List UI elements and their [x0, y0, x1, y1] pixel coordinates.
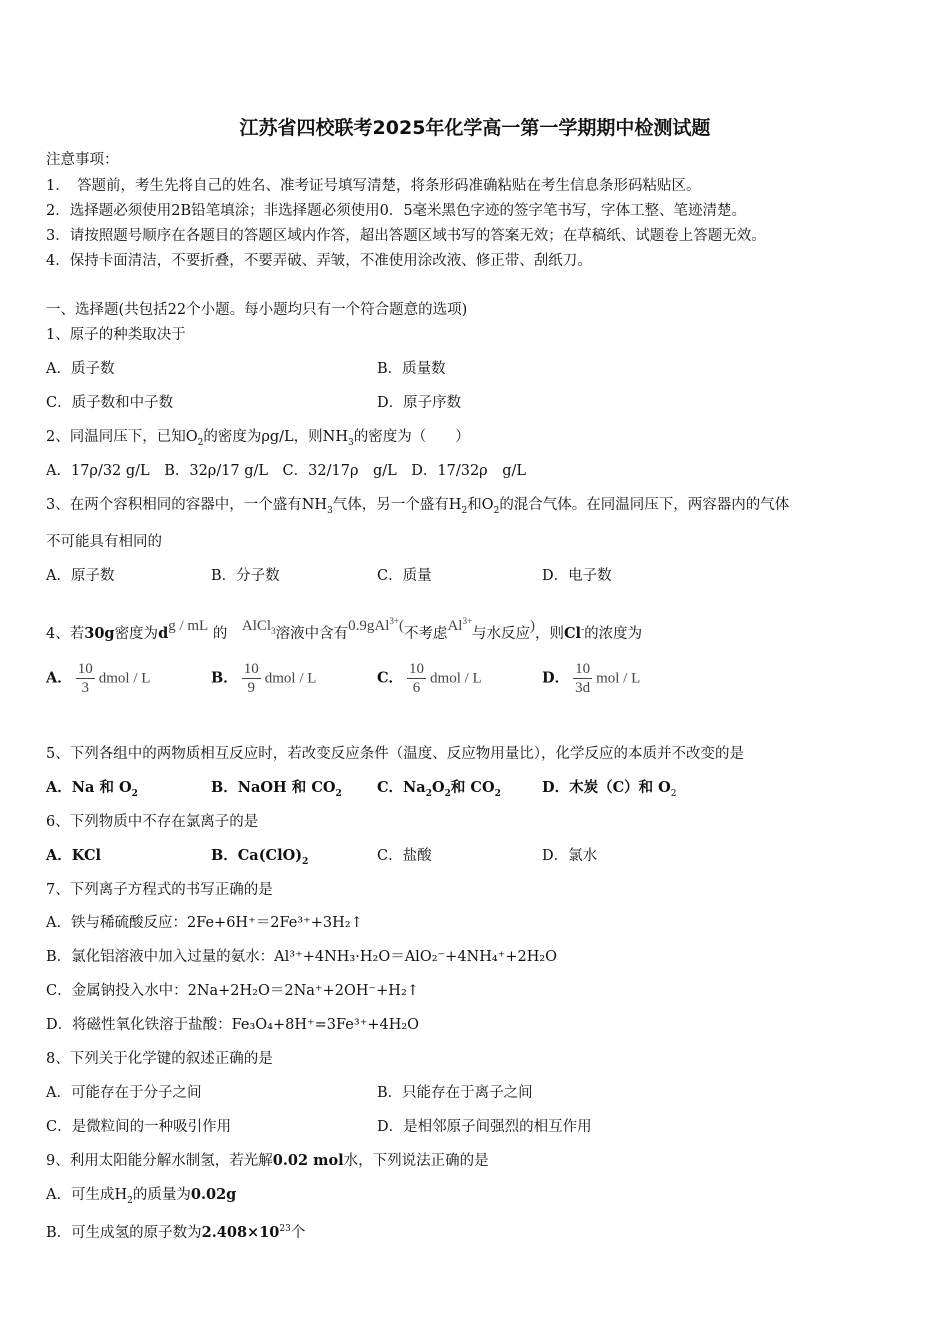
q7-option-b: B．氯化铝溶液中加入过量的氨水：Al³⁺+4NH₃·H₂O＝AlO₂⁻+4NH₄⁺+2H₂O: [46, 949, 558, 965]
q5-option-d: D．木炭（C）和 $O_2$: [542, 779, 677, 799]
q1-option-d: D．原子序数: [377, 395, 462, 411]
q4-option-d: D． $\frac{10}{3d}$ mol / L: [542, 661, 641, 696]
q1-option-a: A．质子数: [46, 361, 115, 377]
q5-option-a: A．Na 和 $O_2$: [46, 779, 138, 799]
q4-option-b: B． $\frac{10}{9}$ dmol / L: [211, 661, 317, 696]
question-4-stem: 4、若30g密度为dg / mL 的 AlCl$_3$溶液中含有0.9gAl$^{3+}$(不考虑$Al^{3+}$与水反应)，则Cl-的浓度为: [46, 616, 643, 642]
question-7-stem: 7、下列离子方程式的书写正确的是: [46, 882, 273, 898]
q9-option-a: A．可生成$H_2$的质量为0.02g: [46, 1186, 237, 1206]
q8-option-c: C．是微粒间的一种吸引作用: [46, 1119, 232, 1135]
q5-option-c: C．$Na_2O_2$和 $CO_2$: [377, 779, 501, 799]
question-9-stem: 9、利用太阳能分解水制氢，若光解0.02 mol水，下列说法正确的是: [46, 1152, 489, 1169]
q9-option-b: B．可生成氢的原子数为$2.408\times 10^{23}$个: [46, 1223, 306, 1241]
notice-item-1: 1． 答题前，考生先将自己的姓名、准考证号填写清楚，将条形码准确粘贴在考生信息条形码粘贴区。: [46, 178, 701, 194]
q8-option-d: D．是相邻原子间强烈的相互作用: [377, 1119, 592, 1135]
q4-option-a-fraction: $\frac{10}{3}$: [77, 661, 93, 696]
q4-option-d-fraction: $\frac{10}{3d}$: [575, 661, 591, 696]
question-3-stem-line2: 不可能具有相同的: [46, 534, 162, 550]
q6-option-b: B．$Ca(ClO)_2$: [211, 847, 309, 867]
q4-option-c-fraction: $\frac{10}{6}$: [409, 661, 425, 696]
q2-options: A．17ρ/32 g/L B．32ρ/17 g/L C．32/17ρ g/L D．17/32ρ g/L: [46, 463, 526, 479]
q5-option-b: B．NaOH 和 $CO_2$: [211, 779, 342, 799]
q8-option-a: A．可能存在于分子之间: [46, 1085, 202, 1101]
question-6-stem: 6、下列物质中不存在氯离子的是: [46, 814, 259, 830]
notice-item-4: 4．保持卡面清洁，不要折叠，不要弄破、弄皱，不准使用涂改液、修正带、刮纸刀。: [46, 253, 592, 269]
question-1-stem: 1、原子的种类取决于: [46, 327, 186, 343]
q3-option-d: D．电子数: [542, 568, 612, 584]
q3-option-a: A．原子数: [46, 568, 115, 584]
q6-option-d: D．氯水: [542, 848, 598, 864]
q3-option-c: C．质量: [377, 568, 432, 584]
question-8-stem: 8、下列关于化学键的叙述正确的是: [46, 1051, 273, 1067]
q6-option-a: A．KCl: [46, 847, 102, 864]
notice-item-2: 2．选择题必须使用2B铅笔填涂；非选择题必须使用0．5毫米黑色字迹的签字笔书写，字体工整、笔迹清楚。: [46, 203, 747, 219]
q3-option-b: B．分子数: [211, 568, 280, 584]
q1-option-c: C．质子数和中子数: [46, 395, 174, 411]
question-3-stem-line1: 3、在两个容积相同的容器中，一个盛有$NH_3$气体，另一个盛有$H_2$和$O_2$的混合气体。在同温同压下，两容器内的气体: [46, 497, 790, 516]
q6-option-c: C．盐酸: [377, 848, 432, 864]
section-heading: 一、选择题(共包括22个小题。每小题均只有一个符合题意的选项): [46, 302, 468, 318]
q7-option-d: D．将磁性氧化铁溶于盐酸：Fe₃O₄+8H⁺=3Fe³⁺+4H₂O: [46, 1017, 420, 1033]
page-title: 江苏省四校联考2025年化学高一第一学期期中检测试题: [239, 117, 711, 139]
q7-option-c: C．金属钠投入水中：2Na+2H₂O＝2Na⁺+2OH⁻+H₂↑: [46, 983, 419, 999]
question-2-stem: 2、同温同压下，已知$O_2$的密度为ρg/L，则$NH_3$的密度为（ ）: [46, 429, 470, 448]
notice-item-3: 3．请按照题号顺序在各题目的答题区域内作答，超出答题区域书写的答案无效；在草稿纸、试题卷上答题无效。: [46, 228, 766, 244]
q8-option-b: B．只能存在于离子之间: [377, 1085, 533, 1101]
q4-option-b-fraction: $\frac{10}{9}$: [243, 661, 259, 696]
q4-option-a: A． $\frac{10}{3}$ dmol / L: [46, 661, 151, 696]
q1-option-b: B．质量数: [377, 361, 446, 377]
notice-heading: 注意事项：: [46, 152, 119, 168]
q7-option-a: A．铁与稀硫酸反应：2Fe+6H⁺＝2Fe³⁺+3H₂↑: [46, 915, 363, 931]
q4-option-c: C． $\frac{10}{6}$ dmol / L: [377, 661, 482, 696]
question-5-stem: 5、下列各组中的两物质相互反应时，若改变反应条件（温度、反应物用量比），化学反应的本质并不改变的是: [46, 746, 744, 762]
